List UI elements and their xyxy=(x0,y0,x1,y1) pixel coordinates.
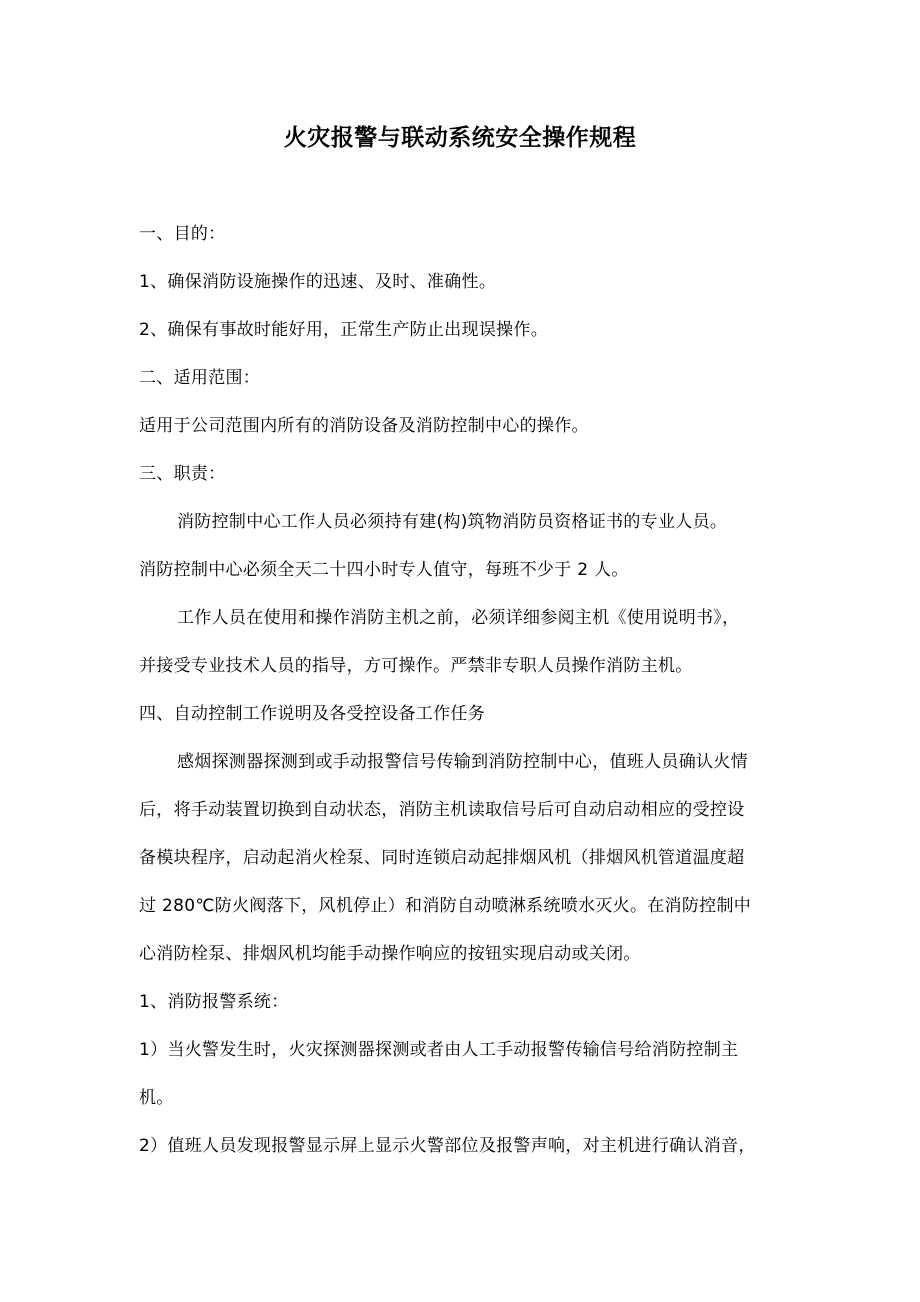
subsection-heading-alarm-system: 1、消防报警系统： xyxy=(139,992,289,1012)
paragraph-line: 2、确保有事故时能好用，正常生产防止出现误操作。 xyxy=(139,320,549,340)
paragraph-line: 2）值班人员发现报警显示屏上显示火警部位及报警声响，对主机进行确认消音， xyxy=(139,1136,756,1156)
paragraph-line: 适用于公司范围内所有的消防设备及消防控制中心的操作。 xyxy=(139,416,589,436)
paragraph-line: 1、确保消防设施操作的迅速、及时、准确性。 xyxy=(139,272,497,292)
section-heading-auto-control: 四、自动控制工作说明及各受控设备工作任务 xyxy=(139,704,485,724)
section-heading-purpose: 一、目的： xyxy=(139,224,226,244)
paragraph-line: 1）当火警发生时，火灾探测器探测或者由人工手动报警传输信号给消防控制主 xyxy=(139,1040,739,1060)
paragraph-line: 感烟探测器探测到或手动报警信号传输到消防控制中心，值班人员确认火情 xyxy=(177,752,748,772)
paragraph-line: 消防控制中心必须全天二十四小时专人值守，每班不少于 2 人。 xyxy=(139,560,629,580)
document-title: 火灾报警与联动系统安全操作规程 xyxy=(283,125,637,151)
paragraph-line: 机。 xyxy=(139,1088,174,1108)
paragraph-line: 过 280℃防火阀落下，风机停止）和消防自动喷淋系统喷水灭火。在消防控制中 xyxy=(139,896,752,916)
paragraph-line: 并接受专业技术人员的指导，方可操作。严禁非专职人员操作消防主机。 xyxy=(139,656,693,676)
paragraph-line: 心消防栓泵、排烟风机均能手动操作响应的按钮实现启动或关闭。 xyxy=(139,944,641,964)
paragraph-line: 消防控制中心工作人员必须持有建(构)筑物消防员资格证书的专业人员。 xyxy=(177,512,728,532)
paragraph-line: 工作人员在使用和操作消防主机之前，必须详细参阅主机《使用说明书》， xyxy=(177,608,740,628)
paragraph-line: 后，将手动装置切换到自动状态，消防主机读取信号后可自动启动相应的受控设 xyxy=(139,800,745,820)
paragraph-line: 备模块程序，启动起消火栓泵、同时连锁启动起排烟风机（排烟风机管道温度超 xyxy=(139,848,745,868)
section-heading-scope: 二、适用范围： xyxy=(139,368,261,388)
section-heading-duties: 三、职责： xyxy=(139,464,226,484)
